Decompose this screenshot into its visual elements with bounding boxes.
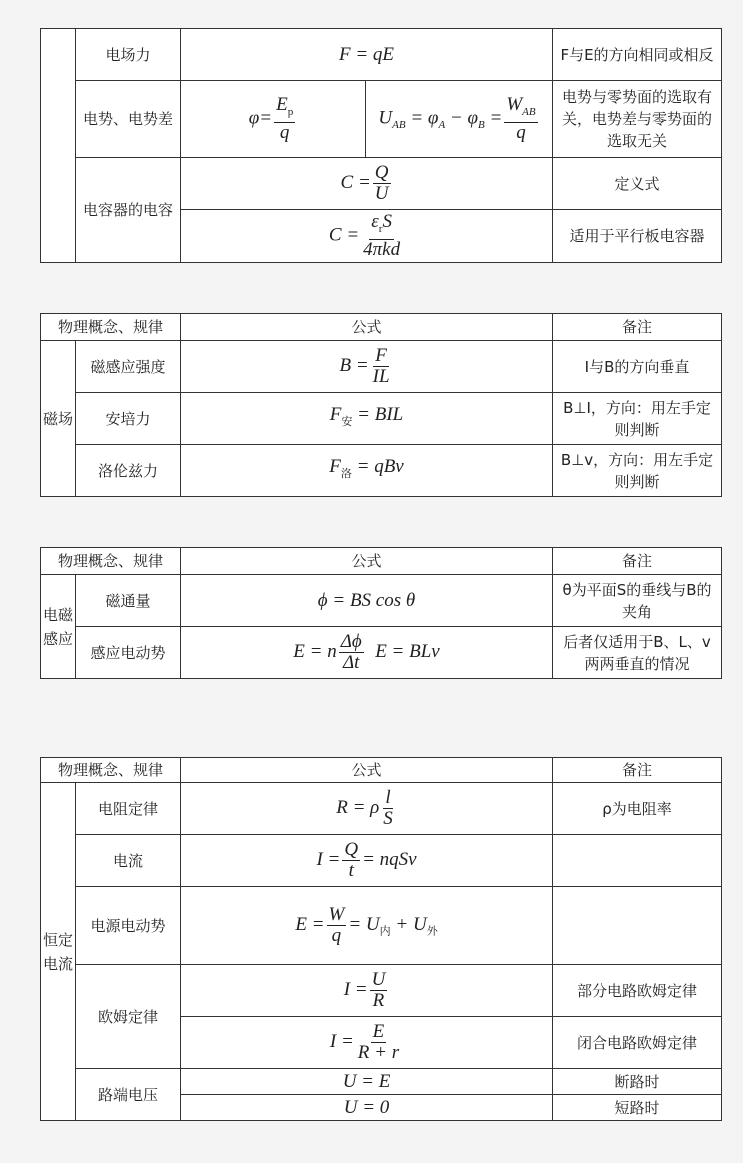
formula-cell: I = $\frac{E}{R + r}$ [181,1017,553,1069]
formula-cell: R = ρ $\frac{l}{S}$ [181,783,553,835]
concept-cell: 路端电压 [76,1069,181,1121]
header-note: 备注 [553,548,722,575]
formula-cell: φ= $\frac{E_p}{q}$ [181,81,366,158]
concept-cell: 电势、电势差 [76,81,181,158]
header-formula: 公式 [181,548,553,575]
note-cell: θ为平面S的垂线与B的夹角 [553,575,722,627]
note-cell: F与E的方向相同或相反 [553,29,722,81]
header-formula: 公式 [181,758,553,783]
header-note: 备注 [553,758,722,783]
note-cell: 后者仅适用于B、L、v两两垂直的情况 [553,627,722,679]
note-cell: 定义式 [553,158,722,210]
concept-cell: 洛伦兹力 [76,445,181,497]
concept-cell: 电阻定律 [76,783,181,835]
note-cell: ρ为电阻率 [553,783,722,835]
header-formula: 公式 [181,314,553,341]
concept-cell: 欧姆定律 [76,965,181,1069]
header-note: 备注 [553,314,722,341]
formula-cell: I = $\frac{U}{R}$ [181,965,553,1017]
note-cell [553,835,722,887]
category-cell: 磁场 [41,341,76,497]
formula-cell: B = $\frac{F}{IL}$ [181,341,553,393]
header-concept: 物理概念、规律 [41,314,181,341]
concept-cell: 电容器的电容 [76,158,181,263]
formula-cell: I = $\frac{Q}{t}$ = nqSv [181,835,553,887]
concept-cell: 感应电动势 [76,627,181,679]
formula-cell: U = 0 [181,1095,553,1121]
formula-cell: $U_{AB} = \varphi_A - \varphi_B$ = $\frac{W_{AB}}{q}$ [366,81,553,158]
note-cell: B⊥I，方向：用左手定则判断 [553,393,722,445]
note-cell: 短路时 [553,1095,722,1121]
note-cell: 部分电路欧姆定律 [553,965,722,1017]
category-cell: 恒定电流 [41,783,76,1121]
formula-cell: C = $\frac{Q}{U}$ [181,158,553,210]
formula-cell: E = $\frac{W}{q}$ = $U_内 + U_外$ [181,887,553,965]
note-cell: I与B的方向垂直 [553,341,722,393]
concept-cell: 电源电动势 [76,887,181,965]
formula-cell: F = qE [181,29,553,81]
formula-cell: $F_洛$ = qBv [181,445,553,497]
magnetic-field-table [40,313,722,497]
header-concept: 物理概念、规律 [41,758,181,783]
formula-cell: $F_安$ = BIL [181,393,553,445]
formula-cell: ϕ = BS cos θ [181,575,553,627]
concept-cell: 安培力 [76,393,181,445]
note-cell: 断路时 [553,1069,722,1095]
category-cell [41,29,76,263]
electric-field-table [40,28,722,263]
note-cell [553,887,722,965]
formula-cell: U = E [181,1069,553,1095]
category-cell: 电磁感应 [41,575,76,679]
header-concept: 物理概念、规律 [41,548,181,575]
note-cell: 适用于平行板电容器 [553,210,722,263]
formula-cell: E = n $\frac{\Delta\phi}{\Delta t}$ E = BLv [181,627,553,679]
note-cell: B⊥v，方向：用左手定则判断 [553,445,722,497]
concept-cell: 磁感应强度 [76,341,181,393]
current-table [40,757,722,1121]
note-cell: 闭合电路欧姆定律 [553,1017,722,1069]
formula-cell: C = $\frac{\varepsilon_rS}{\text{4πkd}}$ [181,210,553,263]
concept-cell: 电流 [76,835,181,887]
concept-cell: 电场力 [76,29,181,81]
note-cell: 电势与零势面的选取有关，电势差与零势面的选取无关 [553,81,722,158]
concept-cell: 磁通量 [76,575,181,627]
induction-table [40,547,722,679]
